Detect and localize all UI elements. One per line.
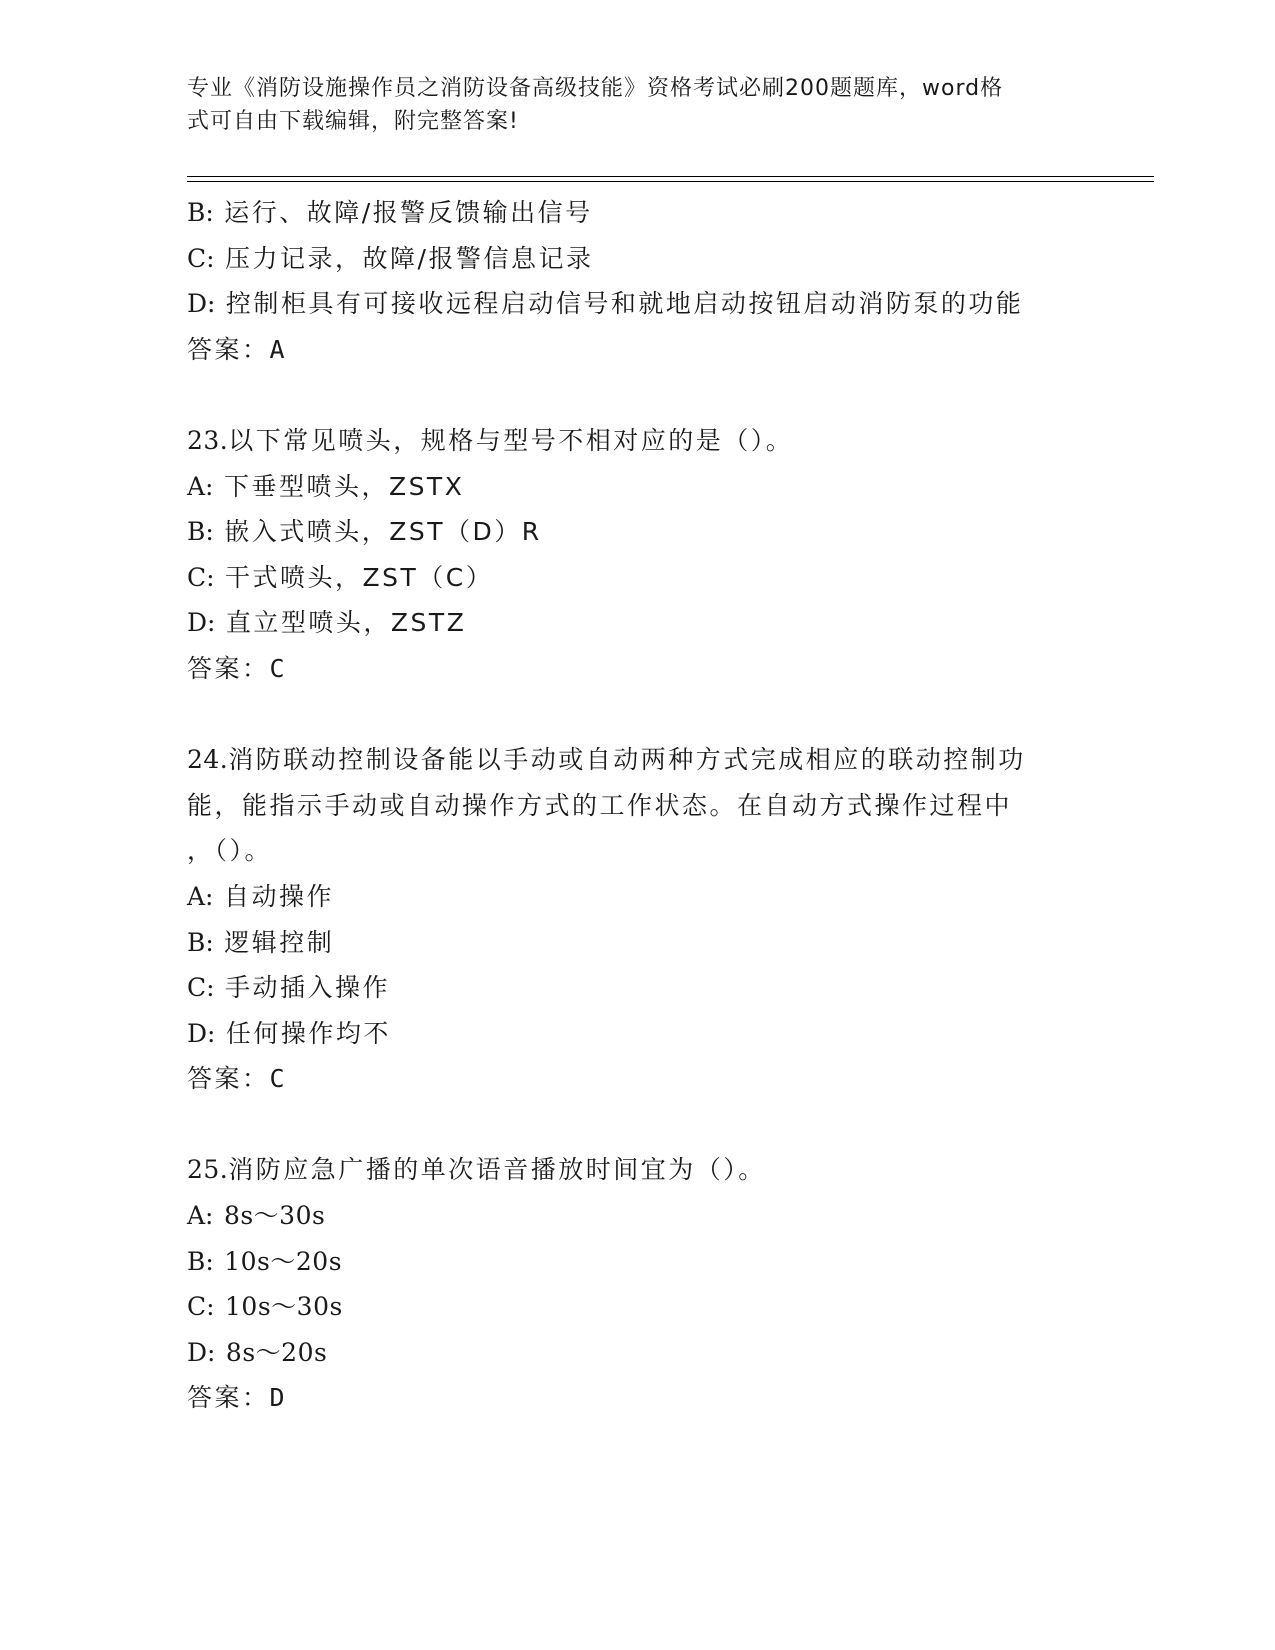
answer-value: C: [269, 1064, 288, 1094]
option-letter: A:: [187, 471, 214, 501]
option-d: [187, 600, 1107, 646]
answer-label: 答案：: [187, 334, 270, 364]
option-letter: A:: [187, 881, 214, 911]
header-line-2: 式可自由下载编辑，附完整答案!: [187, 109, 519, 134]
question-25: [187, 1147, 1107, 1421]
answer-value: D: [269, 1383, 288, 1413]
option-d: [187, 281, 1107, 327]
option-text: 下垂型喷头，ZSTX: [223, 471, 465, 501]
option-a: [187, 1193, 1107, 1239]
option-b: [187, 1239, 1107, 1285]
option-text: 手动插入操作: [225, 973, 391, 1003]
option-text: 直立型喷头，ZSTZ: [225, 608, 467, 638]
question-stem-text: ，（）。: [187, 836, 273, 866]
question-stem: [187, 418, 1107, 464]
question-number: 23.: [187, 425, 229, 455]
question-stem-text: 能，能指示手动或自动操作方式的工作状态。在自动方式操作过程中: [187, 790, 1013, 820]
option-letter: C:: [187, 1292, 215, 1322]
option-text: 逻辑控制: [224, 927, 335, 957]
option-b: [187, 190, 1107, 236]
option-b: [187, 509, 1107, 555]
option-a: [187, 874, 1107, 920]
header-divider-bottom: [187, 181, 1154, 182]
option-letter: B:: [187, 198, 214, 227]
option-text: 干式喷头，ZST（C）: [225, 562, 494, 592]
answer-line: [187, 1375, 1107, 1421]
question-stem-line-2: [187, 783, 1107, 829]
question-number: 24.: [187, 745, 229, 775]
option-letter: D:: [187, 1018, 216, 1048]
spacer: [187, 692, 1107, 738]
option-letter: A:: [187, 1201, 214, 1231]
answer-value: A: [269, 334, 288, 364]
header-divider-top: [187, 176, 1154, 177]
option-letter: C:: [187, 562, 215, 592]
option-letter: D:: [187, 1337, 216, 1367]
page-header: [187, 72, 1087, 138]
answer-label: 答案：: [187, 1383, 270, 1413]
spacer: [187, 1102, 1107, 1148]
option-text: 自动操作: [223, 881, 334, 911]
option-text: 10s～30s: [225, 1292, 343, 1322]
answer-line: [187, 1056, 1107, 1102]
option-letter: B:: [187, 927, 214, 957]
option-text: 运行、故障/报警反馈输出信号: [224, 198, 593, 227]
question-stem-line-1: [187, 737, 1107, 783]
question-stem-line-3: [187, 828, 1107, 874]
option-text: 控制柜具有可接收远程启动信号和就地启动按钮启动消防泵的功能: [225, 289, 1024, 319]
question-23: [187, 418, 1107, 692]
option-letter: D:: [187, 608, 216, 638]
option-c: [187, 965, 1107, 1011]
spacer: [187, 372, 1107, 418]
question-stem-text: 消防联动控制设备能以手动或自动两种方式完成相应的联动控制功: [228, 745, 1026, 775]
option-letter: C:: [187, 243, 215, 273]
answer-line: [187, 646, 1107, 692]
question-stem-text: 消防应急广播的单次语音播放时间宜为（）。: [228, 1155, 766, 1185]
answer-value: C: [269, 653, 288, 683]
option-letter: B:: [187, 1246, 214, 1276]
question-number: 25.: [187, 1155, 229, 1185]
question-24: [187, 737, 1107, 1102]
prev-question-block: [187, 190, 1107, 372]
question-list: [187, 190, 1107, 1421]
option-text: 嵌入式喷头，ZST（D）R: [224, 517, 542, 547]
option-letter: C:: [187, 973, 215, 1003]
option-d: [187, 1330, 1107, 1376]
option-c: [187, 555, 1107, 601]
option-b: [187, 920, 1107, 966]
answer-label: 答案：: [187, 653, 270, 683]
option-text: 压力记录，故障/报警信息记录: [225, 243, 594, 273]
question-stem-text: 以下常见喷头，规格与型号不相对应的是（）。: [228, 425, 794, 455]
option-d: [187, 1011, 1107, 1057]
question-stem: [187, 1147, 1107, 1193]
option-c: [187, 236, 1107, 282]
option-text: 8s～30s: [223, 1201, 326, 1231]
header-line-1: 专业《消防设施操作员之消防设备高级技能》资格考试必刷200题题库，word格: [187, 76, 1004, 101]
option-text: 8s～20s: [225, 1337, 328, 1367]
option-letter: B:: [187, 517, 214, 547]
answer-line: [187, 327, 1107, 373]
answer-label: 答案：: [187, 1064, 270, 1094]
option-a: [187, 464, 1107, 510]
option-text: 10s～20s: [224, 1246, 343, 1276]
option-text: 任何操作均不: [225, 1018, 391, 1048]
option-c: [187, 1284, 1107, 1330]
option-letter: D:: [187, 289, 216, 319]
